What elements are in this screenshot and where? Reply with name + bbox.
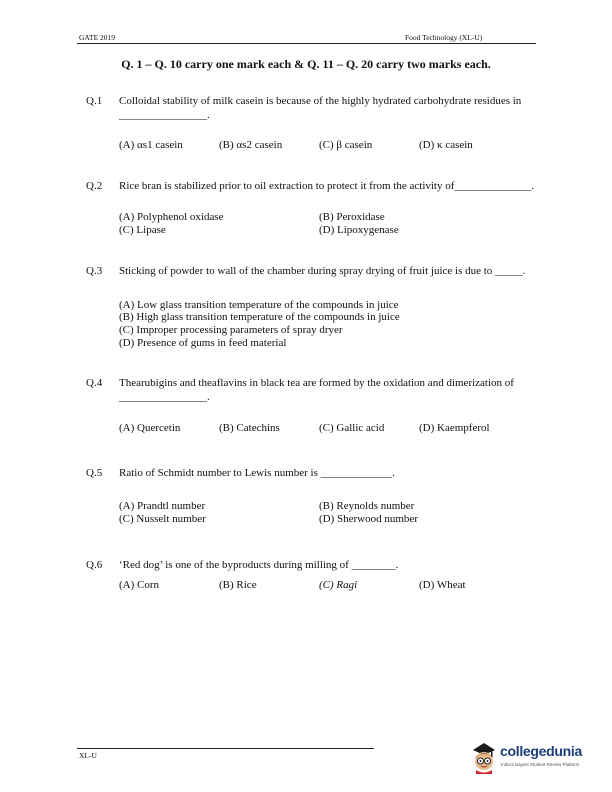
footer-paper-code: XL-U (79, 751, 97, 760)
option-c: (C) Lipase (119, 224, 166, 236)
option-d: (D) Wheat (419, 579, 466, 591)
option-c: (C) Ragi (319, 579, 358, 591)
question-number: Q.2 (86, 180, 103, 192)
option-b: (B) Peroxidase (319, 211, 385, 223)
logo-tagline: India's largest Student Review Platform (501, 762, 580, 767)
option-c: (C) Improper processing parameters of spray dryer (119, 324, 343, 336)
logo-wordmark: collegedunia (500, 743, 582, 759)
question-number: Q.1 (86, 95, 103, 107)
option-a: (A) Quercetin (119, 422, 181, 434)
option-d: (D) Lipoxygenase (319, 224, 399, 236)
question-text: Sticking of powder to wall of the chamber during spray drying of fruit juice is due to _____. (119, 265, 526, 277)
question-number: Q.5 (86, 467, 103, 479)
option-b: (B) Reynolds number (319, 500, 415, 512)
header-exam-name: GATE 2019 (79, 33, 116, 42)
option-c: (C) β casein (319, 139, 373, 151)
option-a: (A) Polyphenol oxidase (119, 211, 224, 223)
option-c: (C) Nusselt number (119, 513, 206, 525)
option-b: (B) αs2 casein (219, 139, 283, 151)
question-number: Q.3 (86, 265, 103, 277)
mascot-icon (470, 740, 498, 774)
question-text: ‘Red dog’ is one of the byproducts during milling of ________. (119, 559, 399, 571)
question-number: Q.6 (86, 559, 103, 571)
question-text: Thearubigins and theaflavins in black tea are formed by the oxidation and dimerization of (119, 377, 514, 389)
header-divider (77, 43, 536, 44)
option-c: (C) Gallic acid (319, 422, 385, 434)
option-a: (A) αs1 casein (119, 139, 183, 151)
option-a: (A) Low glass transition temperature of the compounds in juice (119, 299, 399, 311)
option-d: (D) Sherwood number (319, 513, 418, 525)
question-text-continued: ________________. (119, 109, 210, 121)
option-a: (A) Corn (119, 579, 160, 591)
option-d: (D) κ casein (419, 139, 473, 151)
option-d: (D) Kaempferol (419, 422, 490, 434)
option-b: (B) Rice (219, 579, 257, 591)
footer-divider (77, 748, 374, 749)
question-text: Colloidal stability of milk casein is because of the highly hydrated carbohydrate residues in (119, 95, 522, 107)
question-number: Q.4 (86, 377, 103, 389)
option-b: (B) Catechins (219, 422, 280, 434)
header-paper-name: Food Technology (XL-U) (405, 33, 483, 42)
section-title: Q. 1 – Q. 10 carry one mark each & Q. 11 – Q. 20 carry two marks each. (121, 57, 491, 71)
option-a: (A) Prandtl number (119, 500, 206, 512)
question-text: Rice bran is stabilized prior to oil extraction to protect it from the activity of______________. (119, 180, 535, 192)
collegedunia-logo (470, 740, 595, 780)
question-text-continued: ________________. (119, 391, 210, 403)
question-text: Ratio of Schmidt number to Lewis number is _____________. (119, 467, 395, 479)
option-d: (D) Presence of gums in feed material (119, 337, 287, 349)
option-b: (B) High glass transition temperature of the compounds in juice (119, 311, 400, 323)
